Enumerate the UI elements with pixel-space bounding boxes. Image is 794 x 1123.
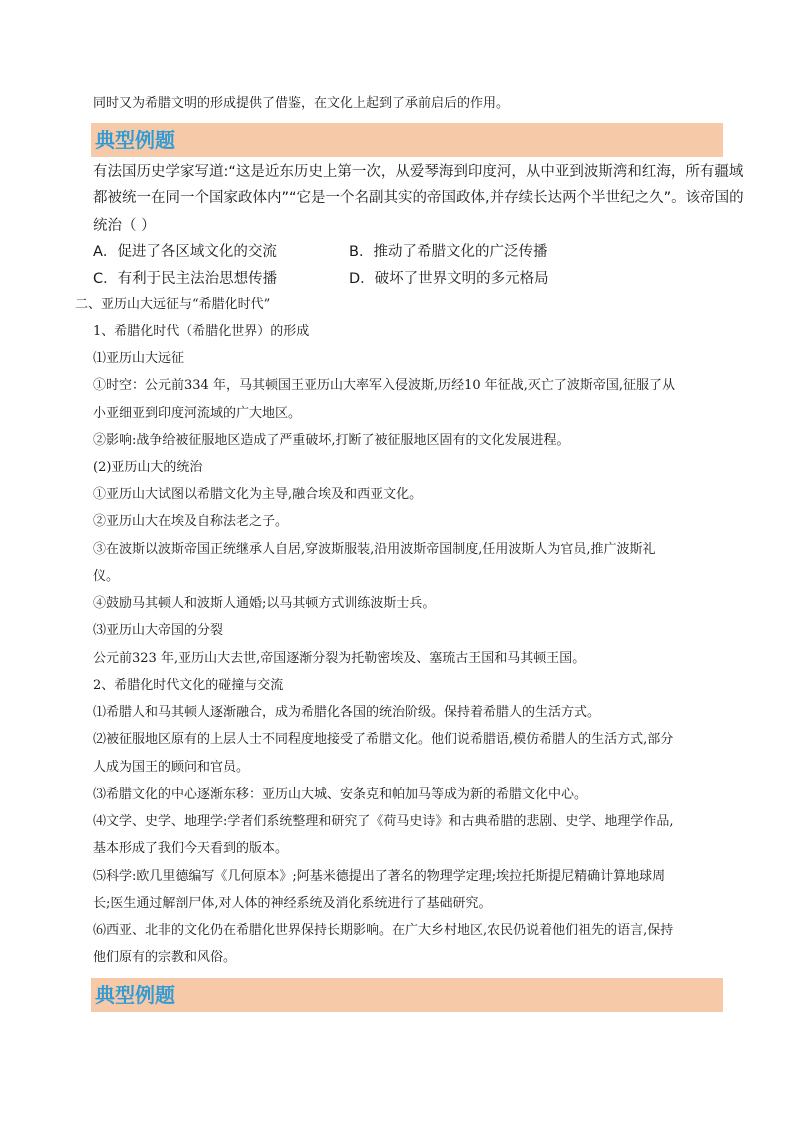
point-2-item-1: ①亚历山大试图以希腊文化为主导,融合埃及和西亚文化。 (93, 487, 423, 502)
culture-item-5b: 长;医生通过解剖尸体,对人体的神经系统及消化系统进行了基础研究。 (93, 896, 492, 911)
option-c: C．有利于民主法治思想传播 (93, 271, 278, 287)
example-heading-2: 典型例题 (95, 983, 175, 1007)
point-1-item-1b: 小亚细亚到印度河流域的广大地区。 (93, 406, 302, 421)
example-heading: 典型例题 (95, 128, 175, 152)
point-1-heading: ⑴亚历山大远征 (93, 351, 185, 366)
point-2-item-3a: ③在波斯以波斯帝国正统继承人自居,穿波斯服装,沿用波斯帝国制度,任用波斯人为官员,推广波斯礼 (93, 542, 656, 557)
example-band (91, 123, 723, 157)
point-3-heading: ⑶亚历山大帝国的分裂 (93, 623, 224, 638)
point-3-item-1: 公元前323 年,亚历山大去世,帝国逐渐分裂为托勒密埃及、塞琉古王国和马其顿王国。 (93, 651, 586, 666)
culture-item-3: ⑶希腊文化的中心逐渐东移：亚历山大城、安条克和帕加马等成为新的希腊文化中心。 (93, 787, 588, 802)
point-2-heading: (2)亚历山大的统治 (93, 460, 203, 475)
question-line-2: 都被统一在同一个国家政体内”“它是一个名副其实的帝国政体,并存续长达两个半世纪之久”。该帝国的 (93, 190, 744, 206)
point-1-item-2: ②影响:战争给被征服地区造成了严重破坏,打断了被征服地区固有的文化发展进程。 (93, 433, 570, 448)
option-b: B．推动了希腊文化的广泛传播 (349, 244, 548, 260)
point-2-item-4: ④鼓励马其顿人和波斯人通婚;以马其顿方式训练波斯士兵。 (93, 596, 436, 611)
point-2-item-2: ②亚历山大在埃及自称法老之子。 (93, 514, 289, 529)
culture-item-4b: 基本形成了我们今天看到的版本。 (93, 841, 289, 856)
culture-item-1: ⑴希腊人和马其顿人逐渐融合，成为希腊化各国的统治阶级。保持着希腊人的生活方式。 (93, 705, 601, 720)
point-2-item-3b: 仪。 (93, 569, 120, 584)
subsection-1-title: 1、希腊化时代（希腊化世界）的形成 (93, 324, 310, 339)
question-line-3: 统治（ ） (93, 218, 156, 234)
intro-line: 同时又为希腊文明的形成提供了借鉴，在文化上起到了承前启后的作用。 (93, 96, 510, 111)
point-1-item-1a: ①时空：公元前334 年，马其顿国王亚历山大率军入侵波斯,历经10 年征战,灭亡了波斯帝国,征服了从 (93, 378, 676, 393)
section-2-title: 二、亚历山大远征与“希腊化时代” (75, 297, 271, 312)
culture-item-6b: 他们原有的宗教和风俗。 (93, 950, 237, 965)
question-line-1: 有法国历史学家写道:“这是近东历史上第一次，从爱琴海到印度河，从中亚到波斯湾和红海，所有疆域 (93, 164, 744, 180)
option-d: D．破坏了世界文明的多元格局 (349, 271, 549, 287)
example-band-2 (91, 978, 723, 1012)
subsection-2-title: 2、希腊化时代文化的碰撞与交流 (93, 678, 284, 693)
culture-item-4a: ⑷文学、史学、地理学:学者们系统整理和研究了《荷马史诗》和古典希腊的悲剧、史学、地理学作品, (93, 814, 674, 829)
culture-item-5a: ⑸科学:欧几里德编写《几何原本》;阿基米德提出了著名的物理学定理;埃拉托斯提尼精确计算地球周 (93, 869, 666, 884)
option-a: A．促进了各区域文化的交流 (93, 244, 277, 260)
culture-item-2a: ⑵被征服地区原有的上层人士不同程度地接受了希腊文化。他们说希腊语,模仿希腊人的生活方式,部分 (93, 732, 674, 747)
culture-item-2b: 人成为国王的顾问和官员。 (93, 760, 250, 775)
culture-item-6a: ⑹西亚、北非的文化仍在希腊化世界保持长期影响。在广大乡村地区,农民仍说着他们祖先的语言,保持 (93, 923, 674, 938)
